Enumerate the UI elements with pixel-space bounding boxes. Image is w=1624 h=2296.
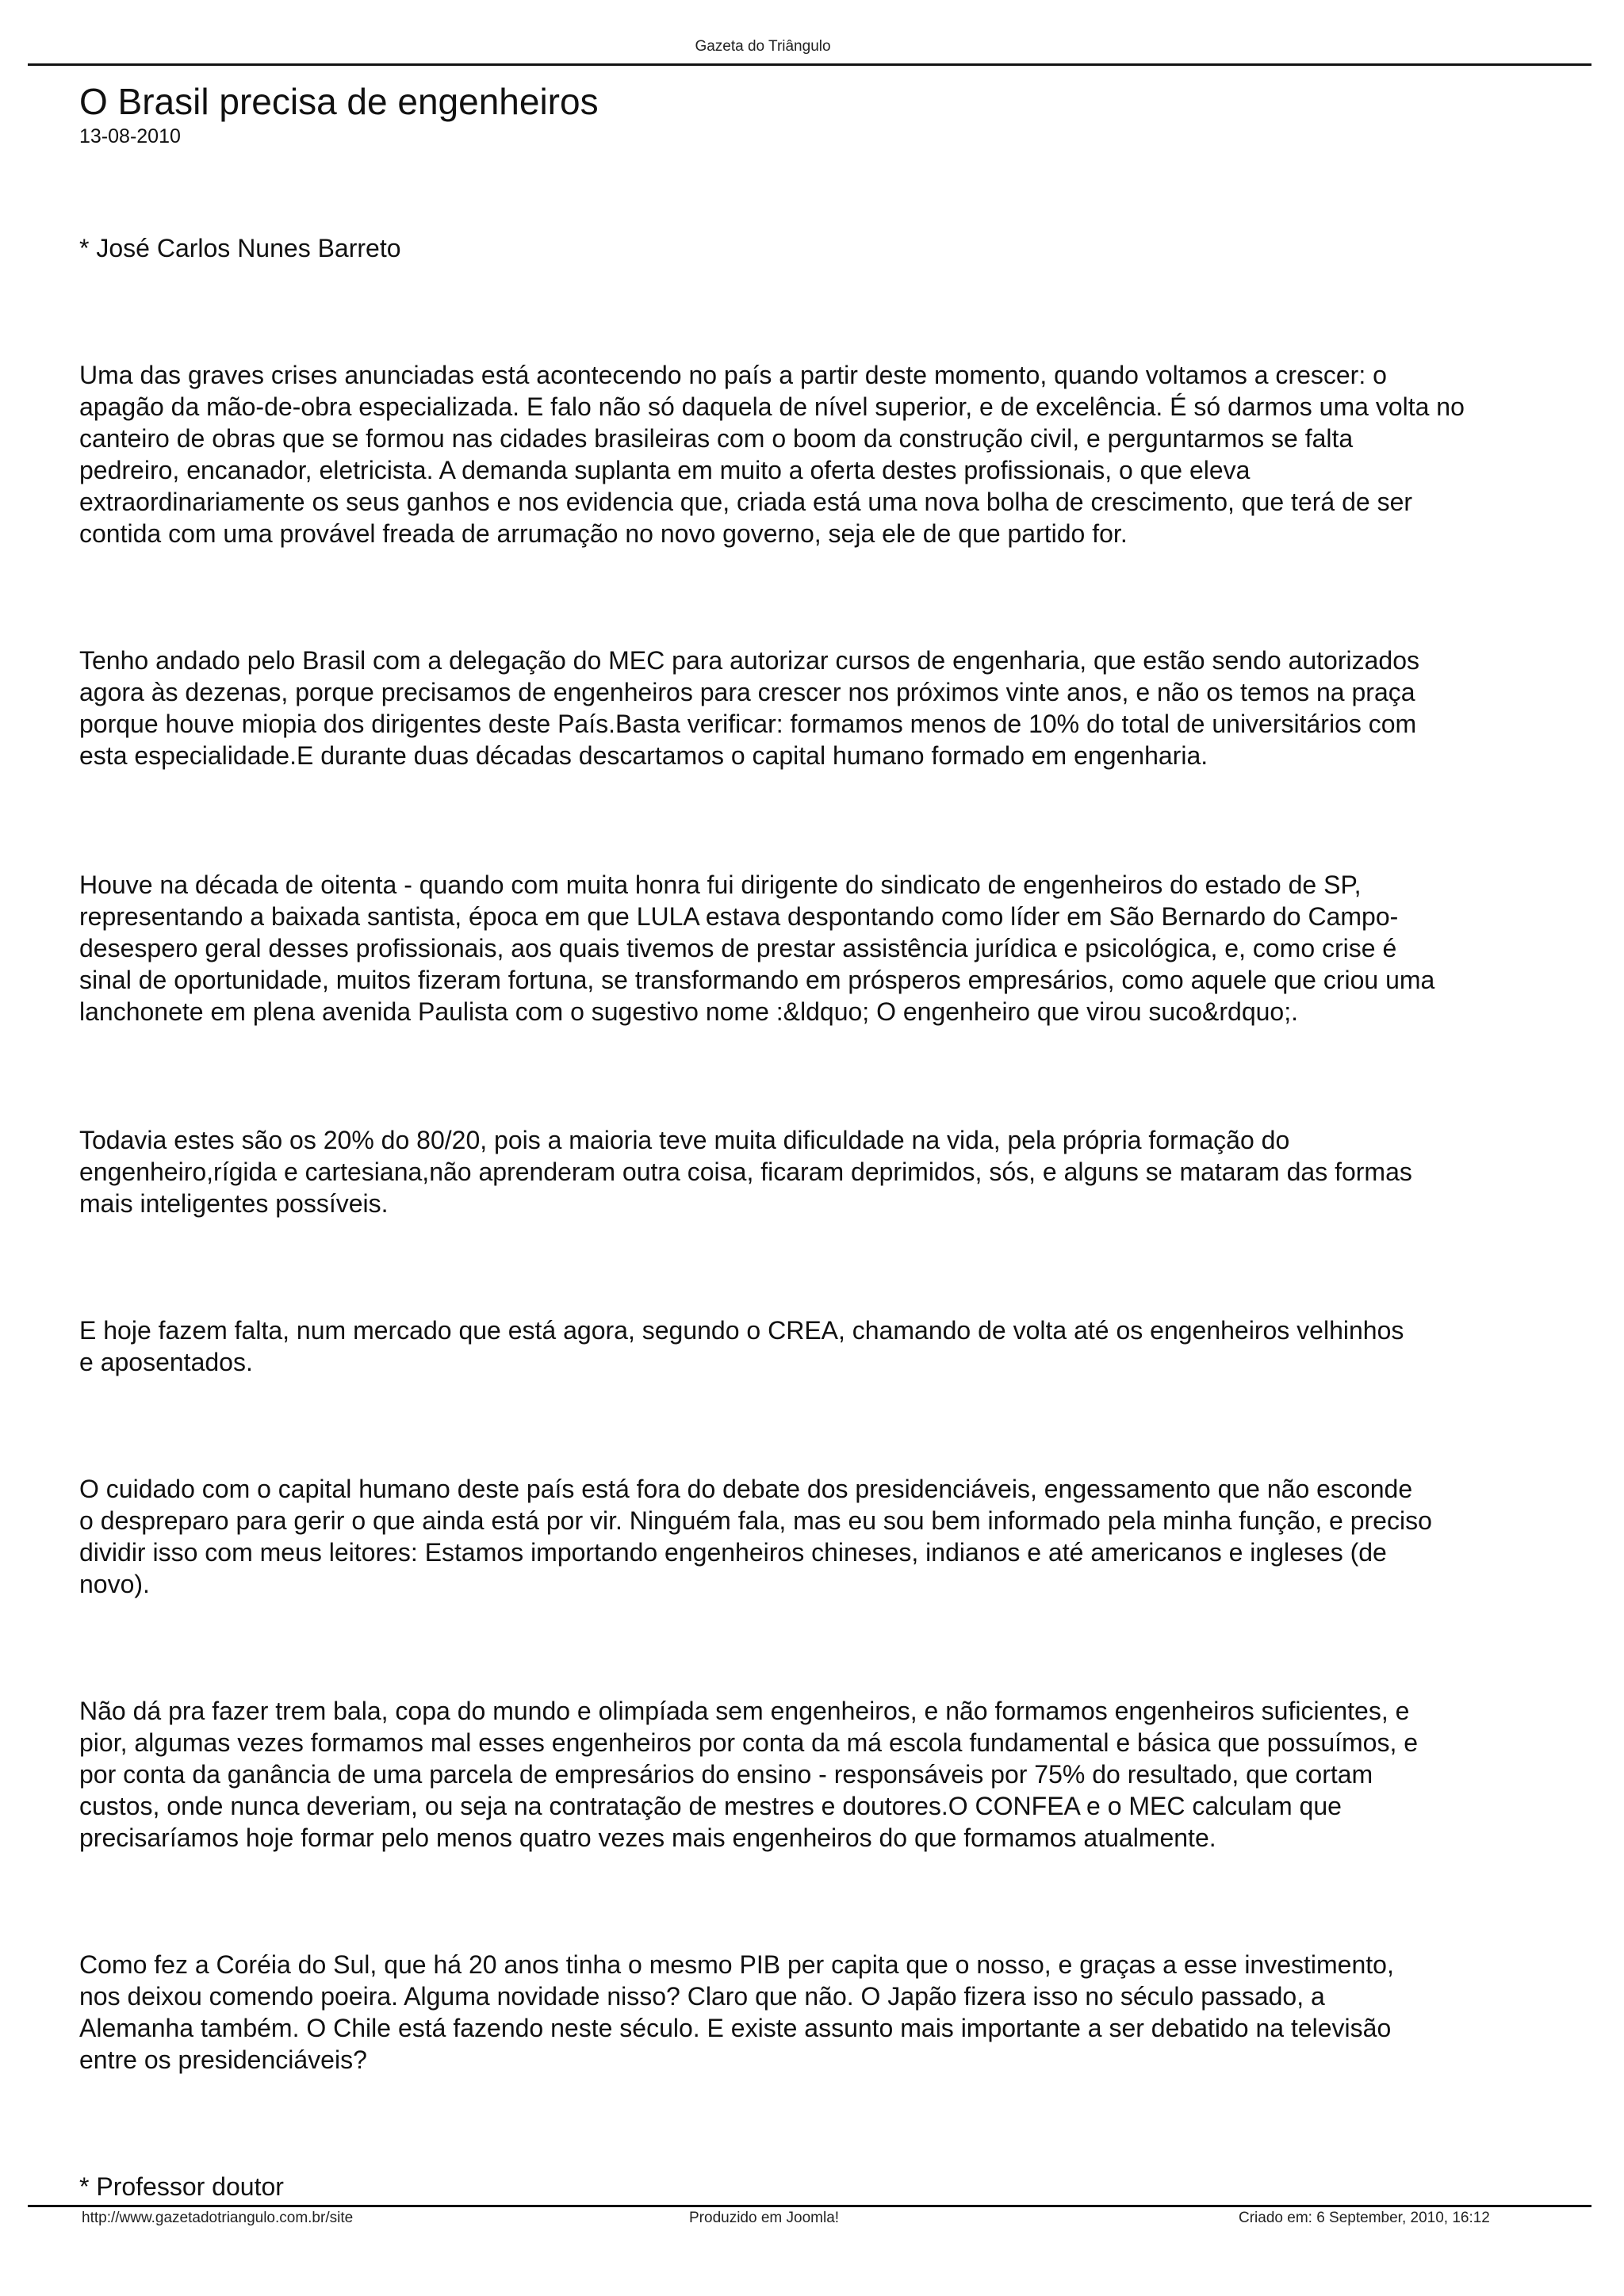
article-author: * José Carlos Nunes Barreto — [79, 234, 401, 262]
paragraph-line: precisaríamos hoje formar pelo menos quatro vezes mais engenheiros do que formamos atualmente. — [79, 1823, 1216, 1852]
paragraph-line: Tenho andado pelo Brasil com a delegação do MEC para autorizar cursos de engenharia, que estão sendo autorizados — [79, 646, 1419, 675]
paragraph-line: lanchonete em plena avenida Paulista com o sugestivo nome :&ldquo; O engenheiro que virou suco&rdquo;. — [79, 997, 1298, 1026]
paragraph-3 — [79, 869, 1586, 1027]
paragraph-line: Como fez a Coréia do Sul, que há 20 anos tinha o mesmo PIB per capita que o nosso, e graças a esse investimento, — [79, 1950, 1394, 1979]
paragraph-line: pior, algumas vezes formamos mal esses engenheiros por conta da má escola fundamental e básica que possuímos, e — [79, 1728, 1419, 1757]
paragraph-line: novo). — [79, 1570, 150, 1598]
paragraph-7 — [79, 1695, 1586, 1854]
footer-url: http://www.gazetadotriangulo.com.br/site — [82, 2210, 354, 2226]
article-date: 13-08-2010 — [79, 125, 181, 147]
paragraph-line: desespero geral desses profissionais, aos quais tivemos de prestar assistência jurídica e psicológica, e, como crise é — [79, 934, 1397, 962]
paragraph-line: porque houve miopia dos dirigentes deste País.Basta verificar: formamos menos de 10% do total de universitários com — [79, 710, 1417, 738]
paragraph-line: pedreiro, encanador, eletricista. A demanda suplanta em muito a oferta destes profissionais, o que eleva — [79, 456, 1251, 484]
paragraph-line: apagão da mão-de-obra especializada. E falo não só daquela de nível superior, e de excelência. É só darmos uma volta no — [79, 392, 1465, 421]
site-header-name: Gazeta do Triângulo — [695, 38, 831, 55]
paragraph-line: sinal de oportunidade, muitos fizeram fortuna, se transformando em prósperos empresários, como aquele que criou uma — [79, 966, 1435, 994]
paragraph-1 — [79, 359, 1586, 549]
footer-rule — [28, 2205, 1591, 2207]
paragraph-line: por conta da ganância de uma parcela de empresários do ensino - responsáveis por 75% do resultado, que cortam — [79, 1760, 1373, 1789]
paragraph-5 — [79, 1314, 1586, 1378]
paragraph-line: Todavia estes são os 20% do 80/20, pois a maioria teve muita dificuldade na vida, pela própria formação do — [79, 1126, 1290, 1154]
paragraph-line: contida com uma provável freada de arrumação no novo governo, seja ele de que partido for. — [79, 519, 1128, 548]
paragraph-line: E hoje fazem falta, num mercado que está agora, segundo o CREA, chamando de volta até os engenheiros velhinhos — [79, 1316, 1404, 1345]
paragraph-line: nos deixou comendo poeira. Alguma novidade nisso? Claro que não. O Japão fizera isso no século passado, a — [79, 1982, 1325, 2011]
paragraph-2 — [79, 645, 1586, 771]
paragraph-8 — [79, 1949, 1586, 2076]
paragraph-line: O cuidado com o capital humano deste país está fora do debate dos presidenciáveis, engessamento que não esconde — [79, 1475, 1413, 1503]
paragraph-line: Uma das graves crises anunciadas está acontecendo no país a partir deste momento, quando voltamos a crescer: o — [79, 361, 1387, 389]
paragraph-line: agora às dezenas, porque precisamos de engenheiros para crescer nos próximos vinte anos, e não os temos na praça — [79, 678, 1415, 706]
paragraph-line: Não dá pra fazer trem bala, copa do mundo e olimpíada sem engenheiros, e não formamos engenheiros suficientes, e — [79, 1697, 1410, 1725]
paragraph-line: canteiro de obras que se formou nas cidades brasileiras com o boom da construção civil, e perguntarmos se falta — [79, 424, 1354, 453]
paragraph-line: extraordinariamente os seus ganhos e nos evidencia que, criada está uma nova bolha de crescimento, que terá de ser — [79, 488, 1413, 516]
paragraph-line: entre os presidenciáveis? — [79, 2045, 367, 2074]
paragraph-line: o despreparo para gerir o que ainda está por vir. Ninguém fala, mas eu sou bem informado pela minha função, e preciso — [79, 1506, 1432, 1535]
footer-produced: Produzido em Joomla! — [689, 2210, 840, 2226]
paragraph-line: mais inteligentes possíveis. — [79, 1189, 389, 1218]
paragraph-line: Houve na década de oitenta - quando com muita honra fui dirigente do sindicato de engenheiros do estado de SP, — [79, 871, 1362, 899]
author-footnote: * Professor doutor — [79, 2172, 284, 2201]
article-title: O Brasil precisa de engenheiros — [79, 81, 599, 122]
paragraph-line: engenheiro,rígida e cartesiana,não aprenderam outra coisa, ficaram deprimidos, sós, e alguns se mataram das formas — [79, 1158, 1412, 1186]
paragraph-line: dividir isso com meus leitores: Estamos importando engenheiros chineses, indianos e até americanos e ingleses (de — [79, 1538, 1387, 1567]
paragraph-6 — [79, 1473, 1586, 1600]
paragraph-line: custos, onde nunca deveriam, ou seja na contratação de mestres e doutores.O CONFEA e o MEC calculam que — [79, 1792, 1342, 1820]
paragraph-line: esta especialidade.E durante duas décadas descartamos o capital humano formado em engenharia. — [79, 741, 1208, 770]
header-rule — [28, 63, 1591, 66]
paragraph-line: Alemanha também. O Chile está fazendo neste século. E existe assunto mais importante a ser debatido na televisão — [79, 2014, 1392, 2042]
paragraph-line: representando a baixada santista, época em que LULA estava despontando como líder em São Bernardo do Campo- — [79, 902, 1399, 931]
paragraph-line: e aposentados. — [79, 1348, 253, 1376]
footer-created: Criado em: 6 September, 2010, 16:12 — [1239, 2210, 1490, 2226]
paragraph-4 — [79, 1124, 1586, 1219]
